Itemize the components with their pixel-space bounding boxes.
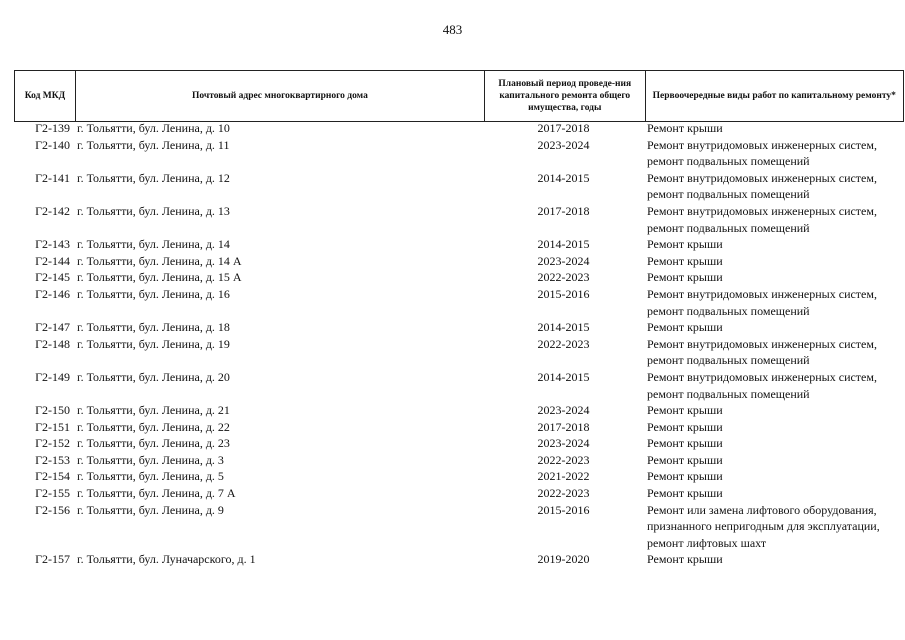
- cell-address: г. Тольятти, бул. Ленина, д. 19: [77, 336, 230, 351]
- works-line: признанного непригодным для эксплуатации,: [647, 519, 880, 534]
- cell-code: Г2-143: [35, 237, 70, 252]
- cell-code: Г2-146: [35, 286, 70, 301]
- cell-address: г. Тольятти, бул. Ленина, д. 10: [77, 121, 230, 135]
- cell-works: [644, 485, 904, 502]
- cell-address: г. Тольятти, бул. Ленина, д. 15 А: [77, 270, 242, 285]
- table-row: [14, 435, 904, 452]
- works-line: Ремонт крыши: [647, 486, 723, 501]
- cell-period: 2014-2015: [537, 170, 590, 185]
- works-line: Ремонт крыши: [647, 419, 723, 434]
- cell-period: 2022-2023: [537, 270, 590, 285]
- cell-code: Г2-139: [35, 121, 70, 135]
- table-row: [14, 120, 904, 137]
- works-line: Ремонт крыши: [647, 469, 723, 484]
- cell-period: 2019-2020: [537, 552, 590, 567]
- cell-works: [644, 203, 904, 236]
- works-line: Ремонт внутридомовых инженерных систем,: [647, 336, 877, 351]
- table-row: [14, 402, 904, 419]
- cell-period: 2022-2023: [537, 486, 590, 501]
- cell-code: Г2-151: [35, 419, 70, 434]
- cell-period: 2014-2015: [537, 369, 590, 384]
- works-line: Ремонт внутридомовых инженерных систем,: [647, 286, 877, 301]
- table-row: [14, 502, 904, 552]
- works-line: ремонт подвальных помещений: [647, 303, 810, 318]
- cell-address: г. Тольятти, бул. Ленина, д. 22: [77, 419, 230, 434]
- cell-code: Г2-144: [35, 253, 70, 268]
- table-header: [14, 70, 904, 122]
- cell-works: [644, 137, 904, 170]
- table-row: [14, 336, 904, 369]
- cell-period: 2023-2024: [537, 137, 590, 152]
- works-line: Ремонт или замена лифтового оборудования,: [647, 502, 877, 517]
- table-row: [14, 419, 904, 436]
- table-row: [14, 203, 904, 236]
- cell-code: Г2-157: [35, 552, 70, 567]
- works-line: ремонт подвальных помещений: [647, 187, 810, 202]
- cell-works: [644, 419, 904, 436]
- cell-works: [644, 468, 904, 485]
- works-line: Ремонт крыши: [647, 320, 723, 335]
- table-row: [14, 253, 904, 270]
- table-row: [14, 485, 904, 502]
- cell-code: Г2-154: [35, 469, 70, 484]
- cell-period: 2023-2024: [537, 403, 590, 418]
- works-line: Ремонт внутридомовых инженерных систем,: [647, 203, 877, 218]
- cell-address: г. Тольятти, бул. Луначарского, д. 1: [77, 552, 256, 567]
- header-works: Первоочередные виды работ по капитальному ремонту*: [646, 71, 904, 121]
- cell-code: Г2-149: [35, 369, 70, 384]
- cell-address: г. Тольятти, бул. Ленина, д. 11: [77, 137, 230, 152]
- table-row: [14, 452, 904, 469]
- table-body: [14, 120, 904, 568]
- cell-works: [644, 435, 904, 452]
- cell-code: Г2-156: [35, 502, 70, 517]
- table-row: [14, 236, 904, 253]
- works-line: Ремонт крыши: [647, 452, 723, 467]
- cell-address: г. Тольятти, бул. Ленина, д. 14: [77, 237, 230, 252]
- cell-address: г. Тольятти, бул. Ленина, д. 12: [77, 170, 230, 185]
- cell-code: Г2-153: [35, 452, 70, 467]
- header-code: Код МКД: [14, 71, 76, 121]
- works-line: ремонт подвальных помещений: [647, 353, 810, 368]
- cell-address: г. Тольятти, бул. Ленина, д. 20: [77, 369, 230, 384]
- table-row: [14, 319, 904, 336]
- header-period: Плановый период проведе-ния капитального ремонта общего имущества, годы: [485, 71, 646, 121]
- cell-address: г. Тольятти, бул. Ленина, д. 3: [77, 452, 224, 467]
- cell-works: [644, 319, 904, 336]
- cell-period: 2017-2018: [537, 121, 590, 135]
- cell-works: [644, 369, 904, 402]
- cell-code: Г2-141: [35, 170, 70, 185]
- cell-code: Г2-142: [35, 203, 70, 218]
- works-line: ремонт подвальных помещений: [647, 154, 810, 169]
- cell-code: Г2-155: [35, 486, 70, 501]
- works-line: Ремонт крыши: [647, 552, 723, 567]
- cell-period: 2015-2016: [537, 286, 590, 301]
- cell-address: г. Тольятти, бул. Ленина, д. 14 А: [77, 253, 242, 268]
- works-line: ремонт подвальных помещений: [647, 386, 810, 401]
- works-line: Ремонт крыши: [647, 403, 723, 418]
- cell-works: [644, 120, 904, 137]
- works-line: ремонт подвальных помещений: [647, 220, 810, 235]
- cell-period: 2023-2024: [537, 253, 590, 268]
- works-line: Ремонт внутридомовых инженерных систем,: [647, 369, 877, 384]
- cell-works: [644, 253, 904, 270]
- cell-code: Г2-150: [35, 403, 70, 418]
- works-line: Ремонт крыши: [647, 253, 723, 268]
- cell-code: Г2-147: [35, 320, 70, 335]
- table-row: [14, 369, 904, 402]
- cell-works: [644, 236, 904, 253]
- cell-period: 2017-2018: [537, 203, 590, 218]
- cell-works: [644, 402, 904, 419]
- works-line: ремонт лифтовых шахт: [647, 535, 767, 550]
- cell-works: [644, 170, 904, 203]
- cell-period: 2023-2024: [537, 436, 590, 451]
- cell-code: Г2-140: [35, 137, 70, 152]
- cell-code: Г2-145: [35, 270, 70, 285]
- table-row: [14, 468, 904, 485]
- works-line: Ремонт крыши: [647, 121, 723, 135]
- cell-period: 2022-2023: [537, 452, 590, 467]
- table-row: [14, 269, 904, 286]
- cell-works: [644, 336, 904, 369]
- cell-address: г. Тольятти, бул. Ленина, д. 9: [77, 502, 224, 517]
- table-row: [14, 137, 904, 170]
- cell-works: [644, 452, 904, 469]
- works-line: Ремонт крыши: [647, 436, 723, 451]
- cell-code: Г2-148: [35, 336, 70, 351]
- cell-works: [644, 269, 904, 286]
- cell-address: г. Тольятти, бул. Ленина, д. 23: [77, 436, 230, 451]
- works-line: Ремонт внутридомовых инженерных систем,: [647, 137, 877, 152]
- cell-address: г. Тольятти, бул. Ленина, д. 16: [77, 286, 230, 301]
- table-row: [14, 286, 904, 319]
- cell-works: [644, 286, 904, 319]
- page-number: 483: [442, 22, 463, 37]
- cell-address: г. Тольятти, бул. Ленина, д. 7 А: [77, 486, 236, 501]
- cell-period: 2022-2023: [537, 336, 590, 351]
- cell-address: г. Тольятти, бул. Ленина, д. 5: [77, 469, 224, 484]
- cell-period: 2014-2015: [537, 237, 590, 252]
- table-row: [14, 551, 904, 568]
- cell-works: [644, 502, 904, 552]
- works-line: Ремонт крыши: [647, 237, 723, 252]
- works-line: Ремонт внутридомовых инженерных систем,: [647, 170, 877, 185]
- cell-code: Г2-152: [35, 436, 70, 451]
- cell-works: [644, 551, 904, 568]
- works-line: Ремонт крыши: [647, 270, 723, 285]
- cell-period: 2021-2022: [537, 469, 590, 484]
- table-row: [14, 170, 904, 203]
- cell-period: 2017-2018: [537, 419, 590, 434]
- cell-period: 2015-2016: [537, 502, 590, 517]
- cell-period: 2014-2015: [537, 320, 590, 335]
- cell-address: г. Тольятти, бул. Ленина, д. 21: [77, 403, 230, 418]
- cell-address: г. Тольятти, бул. Ленина, д. 18: [77, 320, 230, 335]
- header-address: Почтовый адрес многоквартирного дома: [76, 71, 485, 121]
- cell-address: г. Тольятти, бул. Ленина, д. 13: [77, 203, 230, 218]
